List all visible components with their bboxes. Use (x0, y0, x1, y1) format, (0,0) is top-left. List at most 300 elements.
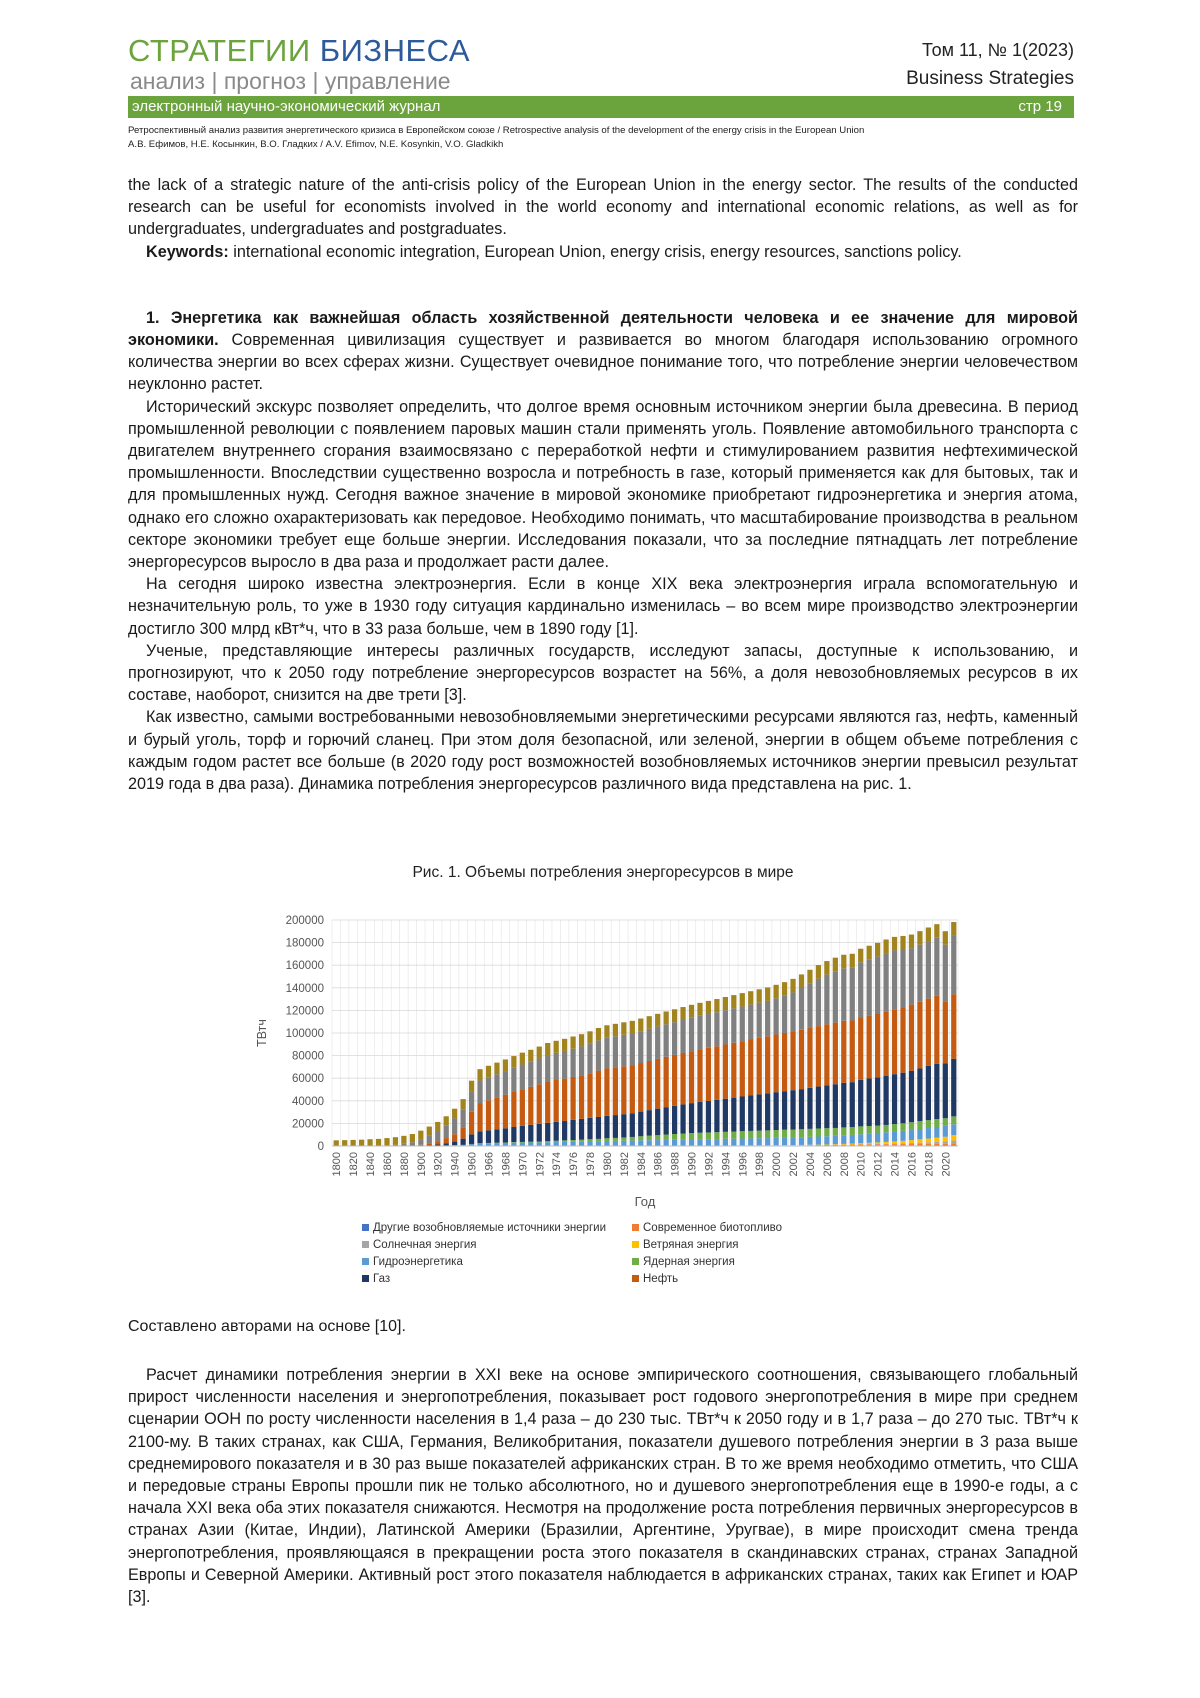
y-tick-label: 160000 (285, 960, 324, 973)
bar-segment (689, 1018, 694, 1051)
bar-segment (706, 1001, 711, 1014)
bar-segment (858, 1143, 863, 1144)
legend-item (362, 1273, 390, 1285)
bar-segment (867, 959, 872, 1015)
x-tick-label: 1974 (551, 1152, 564, 1177)
bar-segment (647, 1110, 652, 1136)
bar-segment (841, 1127, 846, 1135)
bar-segment (951, 1135, 956, 1140)
bar-segment (427, 1127, 432, 1136)
bar-segment (664, 1107, 669, 1134)
legend-swatch (362, 1258, 369, 1265)
bar-segment (638, 1019, 643, 1032)
bar-segment (748, 1005, 753, 1040)
legend-label: Нефть (643, 1273, 679, 1285)
bar-segment (630, 1137, 635, 1141)
bar-segment (630, 1021, 635, 1034)
bar-segment (714, 1132, 719, 1139)
legend-swatch (362, 1275, 369, 1282)
bar-segment (723, 997, 728, 1010)
legend-label: Гидроэнергетика (373, 1256, 463, 1268)
bar-segment (545, 1082, 550, 1123)
bar-segment (664, 1140, 669, 1146)
bar-segment (875, 956, 880, 1013)
bar-segment (334, 1140, 339, 1146)
bar-segment (664, 1024, 669, 1057)
bar-segment (579, 1075, 584, 1119)
bar-segment (520, 1142, 525, 1143)
bar-segment (926, 999, 931, 1066)
bar-segment (926, 1120, 931, 1128)
bar-segment (697, 1016, 702, 1050)
bar-segment (613, 1067, 618, 1115)
bar-segment (638, 1031, 643, 1063)
bar-segment (554, 1041, 559, 1053)
bar-segment (401, 1136, 406, 1144)
bar-segment (697, 1139, 702, 1145)
bar-segment (892, 1144, 897, 1145)
bar-segment (934, 1064, 939, 1119)
bar-segment (537, 1124, 542, 1142)
bar-segment (706, 1048, 711, 1101)
bar-segment (883, 1144, 888, 1145)
bar-segment (951, 1124, 956, 1135)
bar-segment (494, 1129, 499, 1142)
bar-segment (672, 1022, 677, 1055)
bar-segment (494, 1063, 499, 1075)
bar-segment (824, 1145, 829, 1146)
bar-segment (867, 946, 872, 960)
bar-segment (867, 1144, 872, 1145)
bar-segment (782, 982, 787, 996)
bar-segment (748, 1138, 753, 1145)
bar-segment (613, 1115, 618, 1138)
bar-segment (765, 1036, 770, 1093)
bar-segment (621, 1066, 626, 1114)
x-tick-label: 2018 (923, 1152, 936, 1177)
bar-segment (697, 1049, 702, 1102)
bar-segment (460, 1127, 465, 1138)
bar-segment (765, 1093, 770, 1130)
bar-segment (782, 996, 787, 1033)
bar-segment (892, 1124, 897, 1131)
bar-segment (596, 1028, 601, 1040)
x-tick-label: 1966 (483, 1152, 496, 1177)
bar-segment (638, 1140, 643, 1145)
bar-segment (579, 1119, 584, 1140)
bar-segment (511, 1068, 516, 1092)
bar-segment (934, 996, 939, 1064)
bar-segment (951, 922, 956, 936)
bar-segment (638, 1136, 643, 1140)
x-axis-title: Год (634, 1194, 656, 1209)
legend-label: Солнечная энергия (373, 1239, 477, 1251)
bar-segment (528, 1062, 533, 1087)
bar-segment (418, 1131, 423, 1139)
bar-segment (596, 1040, 601, 1070)
bar-segment (824, 961, 829, 975)
figure-source: Составлено авторами на основе [10]. (128, 1318, 406, 1335)
bar-segment (731, 1008, 736, 1042)
bar-segment (410, 1134, 415, 1142)
bar-segment (841, 955, 846, 969)
bar-segment (697, 1003, 702, 1016)
legend-item (362, 1239, 477, 1251)
bar-segment (943, 1144, 948, 1145)
bar-segment (503, 1071, 508, 1095)
bar-segment (875, 1144, 880, 1145)
bar-segment (647, 1136, 652, 1141)
journal-logo-subtitle: анализ | прогноз | управление (130, 68, 451, 94)
energy-consumption-chart (240, 900, 970, 1220)
bar-segment (858, 962, 863, 1017)
bar-segment (799, 988, 804, 1030)
bar-segment (816, 1026, 821, 1086)
section-1-paragraph-1 (128, 307, 1078, 396)
x-tick-label: 1978 (585, 1152, 598, 1177)
bar-segment (554, 1142, 559, 1146)
x-tick-label: 1940 (449, 1152, 462, 1177)
bar-segment (773, 1138, 778, 1145)
legend-item (632, 1273, 678, 1285)
bar-segment (706, 1139, 711, 1145)
bar-segment (486, 1100, 491, 1130)
bar-segment (723, 1132, 728, 1139)
bar-segment (765, 1130, 770, 1138)
x-tick-label: 1982 (618, 1152, 631, 1177)
bar-segment (850, 954, 855, 968)
bar-segment (892, 937, 897, 951)
bar-segment (943, 1118, 948, 1126)
logo-word-1: СТРАТЕГИИ (128, 33, 311, 68)
x-tick-label: 1920 (432, 1152, 445, 1177)
bar-segment (875, 1142, 880, 1144)
bar-segment (630, 1113, 635, 1137)
bar-segment (833, 1145, 838, 1146)
legend-swatch (362, 1224, 369, 1231)
bar-segment (680, 1104, 685, 1133)
bar-segment (680, 1140, 685, 1146)
bar-segment (537, 1141, 542, 1142)
bar-segment (511, 1092, 516, 1127)
bar-segment (943, 1137, 948, 1142)
bar-segment (765, 1001, 770, 1036)
bar-segment (503, 1128, 508, 1142)
bar-segment (757, 1003, 762, 1038)
bar-segment (520, 1126, 525, 1142)
legend-label: Газ (373, 1273, 391, 1285)
bar-segment (833, 958, 838, 972)
bar-segment (655, 1027, 660, 1059)
bar-segment (486, 1130, 491, 1143)
x-tick-label: 1988 (669, 1152, 682, 1177)
section-1-paragraph-5: Как известно, самыми востребованными невозобновляемыми энергетическими ресурсами являются газ, нефть, каменный и бурый уголь, торф и горючий сланец. При этом доля безопасной, или зеленой, энергии в общем объеме потребления с каждым годом растет все больше (в 2020 году рост возможностей возобновляемых источников энергии превысил результат 2019 года в два раза). Динамика потребления энергоресурсов различного вида представлена на рис. 1. (128, 708, 1078, 794)
bar-segment (773, 1092, 778, 1130)
bar-segment (731, 1098, 736, 1132)
bar-segment (435, 1145, 440, 1146)
legend-swatch (632, 1275, 639, 1282)
bar-segment (596, 1139, 601, 1141)
bar-segment (833, 1084, 838, 1128)
bar-segment (689, 1005, 694, 1018)
bar-segment (647, 1029, 652, 1061)
journal-logo-title (128, 34, 470, 68)
bar-segment (621, 1141, 626, 1146)
bar-segment (740, 1139, 745, 1146)
page-number: стр 19 (1018, 98, 1062, 115)
y-tick-label: 60000 (292, 1073, 324, 1086)
bar-segment (934, 1138, 939, 1142)
bar-segment (816, 1145, 821, 1146)
bar-segment (833, 1128, 838, 1136)
bar-segment (909, 1005, 914, 1071)
bar-segment (757, 1038, 762, 1095)
bar-segment (647, 1016, 652, 1029)
y-tick-label: 140000 (285, 982, 324, 995)
bar-segment (435, 1131, 440, 1141)
bar-segment (934, 938, 939, 996)
keywords-text: international economic integration, European Union, energy crisis, energy resources, sanctions policy. (228, 242, 962, 261)
bar-segment (943, 1063, 948, 1118)
x-tick-label: 1980 (601, 1152, 614, 1177)
bar-segment (875, 1013, 880, 1077)
bar-segment (943, 1126, 948, 1137)
bar-segment (790, 992, 795, 1031)
legend-label: Ядерная энергия (643, 1256, 735, 1268)
figure-caption: Рис. 1. Объемы потребления энергоресурсов в мире (412, 864, 794, 881)
bar-segment (672, 1055, 677, 1106)
bar-segment (841, 968, 846, 1021)
bar-segment (824, 975, 829, 1025)
bar-segment (444, 1116, 449, 1125)
x-tick-label: 1996 (737, 1152, 750, 1177)
bar-segment (494, 1074, 499, 1098)
bar-segment (520, 1143, 525, 1146)
bar-segment (833, 1136, 838, 1144)
bar-segment (570, 1140, 575, 1142)
header-bar (128, 96, 1074, 118)
bar-segment (570, 1142, 575, 1146)
legend-swatch (632, 1241, 639, 1248)
bar-segment (900, 1123, 905, 1131)
bar-segment (664, 1011, 669, 1024)
bar-segment (909, 935, 914, 949)
bar-segment (740, 993, 745, 1006)
bar-segment (790, 1137, 795, 1145)
bar-segment (655, 1109, 660, 1135)
x-tick-label: 1984 (635, 1152, 648, 1177)
bar-segment (528, 1142, 533, 1143)
legend-item (632, 1256, 735, 1268)
bar-segment (731, 1043, 736, 1098)
bar-segment (528, 1142, 533, 1146)
bar-segment (469, 1091, 474, 1111)
keywords-paragraph (128, 241, 1078, 263)
bar-segment (740, 1096, 745, 1131)
bar-segment (672, 1140, 677, 1146)
x-tick-label: 1960 (466, 1152, 479, 1177)
bar-segment (731, 1132, 736, 1139)
bar-segment (790, 1031, 795, 1090)
bar-segment (917, 1121, 922, 1129)
x-tick-label: 1986 (652, 1152, 665, 1177)
bar-segment (689, 1133, 694, 1139)
bar-segment (435, 1122, 440, 1131)
bar-segment (630, 1033, 635, 1065)
bar-segment (934, 1142, 939, 1144)
bar-segment (444, 1126, 449, 1138)
bar-segment (469, 1081, 474, 1092)
bar-segment (587, 1139, 592, 1141)
bar-segment (596, 1117, 601, 1139)
bar-segment (867, 1079, 872, 1126)
bar-segment (740, 1006, 745, 1041)
bar-segment (562, 1079, 567, 1121)
bar-segment (909, 1143, 914, 1144)
bar-segment (723, 1099, 728, 1132)
bar-segment (511, 1142, 516, 1143)
bar-segment (757, 1138, 762, 1145)
bar-segment (934, 924, 939, 938)
bar-segment (858, 1126, 863, 1134)
bar-segment (757, 1131, 762, 1139)
bar-segment (579, 1046, 584, 1075)
bar-segment (926, 1128, 931, 1139)
bar-segment (460, 1099, 465, 1109)
bar-segment (452, 1134, 457, 1141)
bar-segment (706, 1132, 711, 1139)
bar-segment (740, 1041, 745, 1096)
bar-segment (604, 1038, 609, 1069)
bar-segment (545, 1055, 550, 1082)
bar-segment (883, 1125, 888, 1132)
bar-segment (503, 1095, 508, 1128)
bar-segment (689, 1103, 694, 1133)
bar-segment (816, 1087, 821, 1129)
bar-segment (596, 1141, 601, 1146)
bar-segment (511, 1127, 516, 1142)
bar-segment (799, 1089, 804, 1129)
keywords-label: Keywords: (146, 242, 229, 261)
bar-segment (951, 1116, 956, 1124)
bar-segment (477, 1103, 482, 1131)
bar-segment (554, 1122, 559, 1141)
bar-segment (748, 1131, 753, 1138)
x-tick-label: 1990 (686, 1152, 699, 1177)
bar-segment (545, 1142, 550, 1146)
bar-segment (604, 1068, 609, 1115)
bar-segment (570, 1120, 575, 1140)
bar-segment (850, 1135, 855, 1144)
bar-segment (782, 1033, 787, 1091)
bar-segment (613, 1036, 618, 1067)
bar-segment (452, 1118, 457, 1134)
bar-segment (477, 1069, 482, 1080)
bar-segment (850, 1020, 855, 1082)
legend-item (632, 1239, 738, 1251)
bar-segment (537, 1084, 542, 1124)
bar-segment (638, 1063, 643, 1112)
bar-segment (883, 1011, 888, 1075)
bar-segment (841, 1135, 846, 1144)
bar-segment (833, 971, 838, 1022)
bar-segment (824, 1128, 829, 1136)
bar-segment (833, 1023, 838, 1085)
bar-segment (773, 985, 778, 999)
bar-segment (883, 1076, 888, 1125)
x-tick-label: 2006 (821, 1152, 834, 1177)
bar-segment (587, 1031, 592, 1043)
bar-segment (816, 1137, 821, 1145)
x-tick-label: 2016 (906, 1152, 919, 1177)
bar-segment (909, 1144, 914, 1145)
bar-segment (943, 1001, 948, 1063)
bar-segment (867, 1015, 872, 1078)
bar-segment (503, 1059, 508, 1071)
bar-segment (833, 1144, 838, 1145)
bar-segment (858, 1017, 863, 1080)
x-tick-label: 1994 (720, 1152, 733, 1177)
bar-segment (664, 1134, 669, 1139)
bar-segment (579, 1140, 584, 1142)
bar-segment (926, 1142, 931, 1144)
bar-segment (418, 1139, 423, 1145)
bar-segment (545, 1043, 550, 1055)
bar-segment (731, 1139, 736, 1146)
bar-segment (943, 1141, 948, 1143)
x-tick-label: 2020 (940, 1152, 953, 1177)
bar-segment (697, 1133, 702, 1140)
bar-segment (765, 1138, 770, 1145)
journal-header (128, 30, 1078, 122)
bar-segment (943, 945, 948, 1002)
bar-segment (587, 1118, 592, 1139)
section-1-paragraph-3: На сегодня широко известна электроэнергия. Если в конце XIX века электроэнергия играла вспомогательную и незначительную роль, то уже в 1930 году ситуация кардинально изменилась – во всем мире производство электроэнергии достигло 300 млрд кВт*ч, что в 33 раза больше, чем в 1890 году [1]. (128, 575, 1078, 638)
bar-segment (900, 1007, 905, 1073)
bar-segment (841, 1145, 846, 1146)
x-tick-label: 1840 (365, 1152, 378, 1177)
bar-segment (494, 1098, 499, 1130)
bar-segment (824, 1085, 829, 1128)
x-tick-label: 1880 (398, 1152, 411, 1177)
bar-segment (723, 1139, 728, 1146)
bar-segment (562, 1121, 567, 1140)
bar-segment (621, 1114, 626, 1137)
legend-swatch (632, 1224, 639, 1231)
bar-segment (748, 1040, 753, 1096)
y-axis-title: ТВтч (255, 1019, 269, 1047)
bar-segment (562, 1051, 567, 1079)
x-tick-label: 1976 (568, 1152, 581, 1177)
section-1-heading: 1. Энергетика как важнейшая область хозяйственной деятельности человека и ее значение для мировой экономики. (128, 308, 1078, 350)
x-tick-label: 2008 (838, 1152, 851, 1177)
section-1-p1-text: Современная цивилизация существует и развивается во многом благодаря использованию огромного количества энергии во всех сферах жизни. Существует очевидное понимание того, что потребление энергии человечеством неуклонно растет. (128, 331, 1078, 394)
bar-segment (427, 1135, 432, 1143)
y-tick-label: 40000 (292, 1095, 324, 1108)
article-meta (128, 124, 1078, 152)
bar-segment (883, 940, 888, 954)
bar-segment (731, 995, 736, 1008)
x-tick-label: 2012 (872, 1152, 885, 1177)
bar-segment (917, 1068, 922, 1121)
bar-segment (909, 948, 914, 1005)
bar-segment (773, 1035, 778, 1093)
bar-segment (528, 1050, 533, 1062)
y-tick-label: 0 (317, 1141, 324, 1153)
bar-segment (909, 1122, 914, 1130)
bar-segment (917, 1144, 922, 1145)
bar-segment (376, 1139, 381, 1146)
